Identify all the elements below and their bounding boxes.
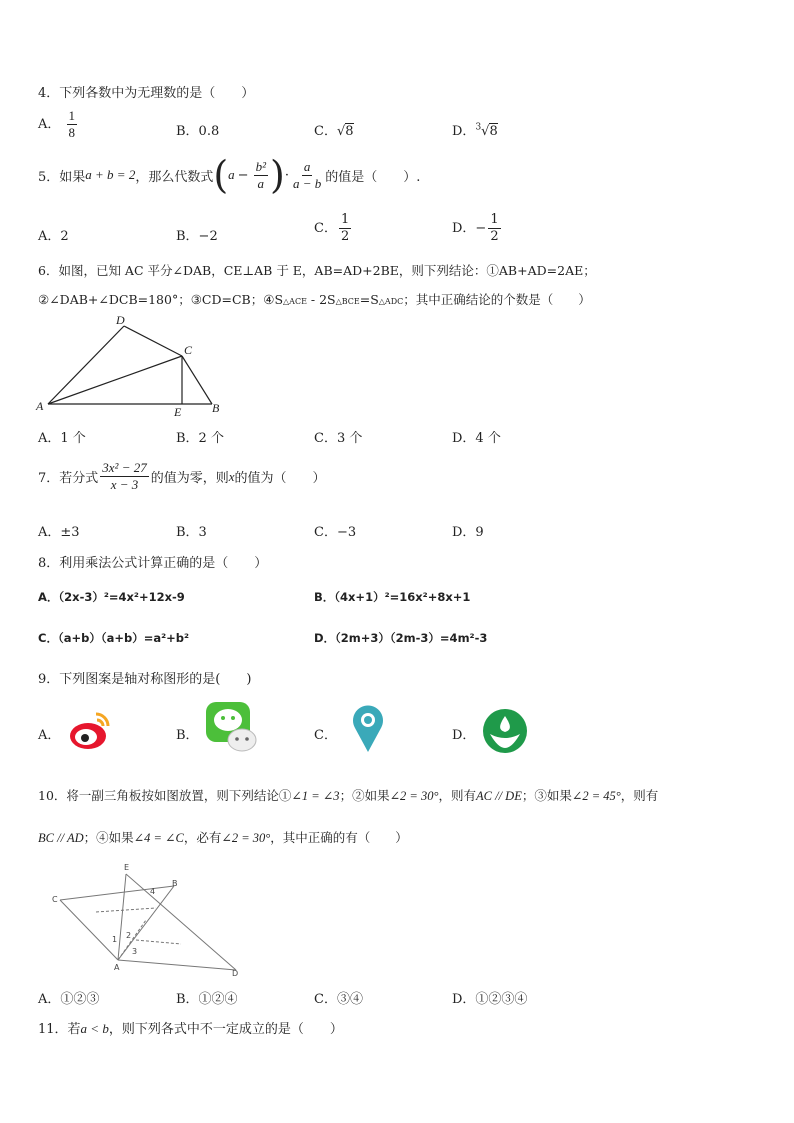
q4-option-b: B．0.8 — [176, 124, 220, 139]
q6-triangle-figure — [34, 312, 234, 420]
q5-option-b: B．−2 — [176, 229, 218, 244]
label-d: D — [232, 969, 239, 978]
q6-option-d: D．4 个 — [452, 431, 501, 446]
q4-option-a: A． $\frac{1}{8}$ — [38, 108, 76, 140]
sqrt-sign: √ — [336, 124, 346, 139]
q7-option-a: A．±3 — [38, 525, 80, 540]
q8-option-d: D．（2m+3）（2m-3）=4m²-3 — [314, 631, 488, 645]
label-2: 2 — [126, 931, 132, 940]
q8-option-b: B．（4x+1）²=16x²+8x+1 — [314, 590, 471, 604]
q9-option-b-label: B． — [176, 728, 199, 743]
q4-option-d: D．$^3$√8 — [452, 122, 498, 139]
label-1: 1 — [112, 935, 118, 944]
label-e: E — [124, 863, 130, 872]
q6-line1: 6．如图，已知 AC 平分∠DAB，CE⊥AB 于 E，AB=AD+2BE，则下列结论：①AB+AD=2AE； — [38, 263, 596, 278]
label-4: 4 — [150, 887, 156, 896]
label-d: D — [116, 313, 125, 327]
q8-option-a: A．（2x-3）²=4x²+12x-9 — [38, 590, 185, 604]
label-a: A — [36, 399, 44, 413]
q8-option-c: C．（a+b）（a+b）=a²+b² — [38, 631, 190, 645]
label-3: 3 — [132, 947, 138, 956]
q7-stem: 7．若分式 $\frac{\text{3x² − 27}}{x - 3}$ 的值为零，则 x 的值为（ ） — [38, 460, 326, 492]
q10-option-b: B．①②④ — [176, 992, 238, 1007]
label-b: B — [212, 401, 220, 415]
wechat-logo-icon — [204, 700, 260, 756]
q6-option-c: C．3 个 — [314, 431, 363, 446]
q9-option-d-label: D． — [452, 728, 476, 743]
weibo-logo-icon — [66, 706, 114, 754]
q6-option-b: B．2 个 — [176, 431, 224, 446]
q5-stem: 5．如果 a + b = 2 ，那么代数式 ( a − $\frac{\text{b²}}{a}$ ) · $\frac{a}{a - b}$ 的值是（ ）. — [38, 153, 421, 197]
fraction: $\frac{1}{8}$ — [68, 108, 76, 140]
q5-option-a: A．2 — [38, 229, 69, 244]
q10-option-d: D．①②③④ — [452, 992, 528, 1007]
q9-stem: 9．下列图案是轴对称图形的是( ) — [38, 672, 252, 687]
q9-option-a-label: A． — [38, 728, 61, 743]
q9-option-c-label: C． — [314, 728, 337, 743]
q10-line1: 10．将一副三角板按如图放置，则下列结论①∠1 = ∠3；②如果∠2 = 30°，则有AC // DE；③如果∠2 = 45°，则有 — [38, 788, 659, 803]
q7-option-c: C．−3 — [314, 525, 357, 540]
fraction: $\frac{a}{a - b}$ — [292, 158, 322, 191]
map-pin-icon — [350, 702, 386, 754]
q5-option-d: D．− $\frac{1}{2}$ — [452, 212, 499, 244]
label-c: C — [52, 895, 58, 904]
q6-option-a: A．1 个 — [38, 431, 86, 446]
label-a: A — [114, 963, 120, 972]
water-drop-logo-icon — [482, 708, 528, 754]
label-b: B — [172, 879, 178, 888]
label-c: C — [184, 343, 193, 357]
q4-stem: 4．下列各数中为无理数的是（ ） — [38, 86, 255, 101]
q7-option-b: B．3 — [176, 525, 207, 540]
q10-option-c: C．③④ — [314, 992, 363, 1007]
q4-option-c: C．√8 — [314, 124, 354, 139]
q6-line2: ②∠DAB+∠DCB=180°；③CD=CB；④S△ACE - 2S△BCE=S△ADC；其中正确结论的个数是（ ） — [38, 292, 591, 307]
cbrt-sign: √ — [481, 124, 490, 139]
q8-stem: 8．利用乘法公式计算正确的是（ ） — [38, 556, 268, 571]
q10-option-a: A．①②③ — [38, 992, 100, 1007]
fraction: $\frac{\text{3x² − 27}}{x - 3}$ — [102, 460, 147, 492]
q11-stem: 11．若a < b，则下列各式中不一定成立的是（ ） — [38, 1021, 343, 1037]
label-e: E — [174, 405, 182, 419]
q7-option-d: D．9 — [452, 525, 484, 540]
q5-option-c: C． $\frac{1}{2}$ — [314, 212, 350, 244]
fraction: $\frac{\text{b²}}{a}$ — [255, 158, 266, 191]
q10-set-squares-figure — [46, 858, 246, 980]
q10-line2: BC // AD；④如果∠4 = ∠C，必有∠2 = 30°，其中正确的有（ ） — [38, 830, 408, 845]
